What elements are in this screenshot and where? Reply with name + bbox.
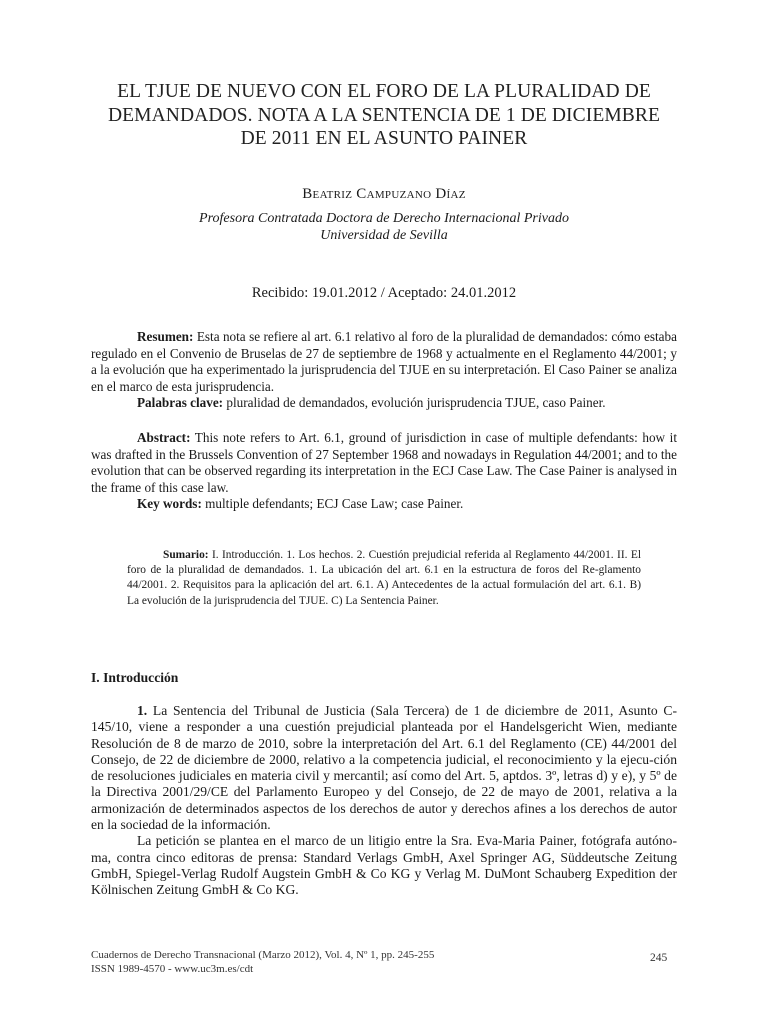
author-affiliation — [0, 210, 768, 244]
abstract-paragraph — [91, 430, 677, 496]
author-position: Profesora Contratada Doctora de Derecho Internacional Privado — [199, 211, 569, 226]
footer-citation — [91, 948, 434, 976]
abstract-label: Abstract: — [137, 430, 191, 445]
abstract-text: This note refers to Art. 6.1, ground of jurisdiction in case of multiple defendants: how it was drafted in the Brussels Convention of 27 September 1968 and nowadays in Regulation 44/2001; and to the evolution that can be observed regarding its interpretation in the ECJ Case Law. The Case Painer is analysed in the frame of this case law. — [91, 430, 677, 495]
sumario-block — [127, 548, 641, 609]
paragraph-number: 1. — [137, 703, 148, 718]
resumen-text: Esta nota se refiere al art. 6.1 relativo al foro de la pluralidad de demandados: cómo estaba regulado en el Convenio de Bruselas de 27 de septiembre de 1968 y actualmente en el Reglamento 44/2001; y a la evolución que ha experimentado la jurisprudencia del TJUE en su interpretación. El Caso Painer se analiza en el marco de esta jurisprudencia. — [91, 329, 677, 394]
section-heading: I. Introducción — [91, 670, 179, 685]
key-words-paragraph — [91, 496, 677, 513]
sumario-text: I. Introducción. 1. Los hechos. 2. Cuestión prejudicial referida al Reglamento 44/2001. II. El foro de la pluralidad de demandados. 1. La ubicación del art. 6.1 en la estructura de foros del Re-glamento 44/2001. 2. Requisitos para la aplicación del art. 6.1. A) Antecedentes de la actual formulación del art. 6.1. B) La evolución de la jurisprudencia del TJUE. C) La Sentencia Painer. — [127, 549, 641, 607]
palabras-clave-paragraph — [91, 395, 677, 412]
title-line-2: DEMANDADOS. NOTA A LA SENTENCIA DE 1 DE DICIEMBRE — [107, 104, 661, 126]
palabras-clave-text: pluralidad de demandados, evolución jurisprudencia TJUE, caso Painer. — [223, 395, 606, 411]
paper-title — [60, 80, 708, 151]
title-line-3: DE 2011 EN EL ASUNTO PAINER — [240, 128, 528, 149]
resumen-block — [91, 329, 677, 412]
body-paragraph-1 — [91, 703, 677, 833]
abstract-block — [91, 430, 677, 513]
body-paragraph-2: La petición se plantea en el marco de un litigio entre la Sra. Eva-Maria Painer, fotógrafa autóno-ma, contra cinco editoras de prensa: Standard Verlags GmbH, Axel Springer AG, Süddeutsche Zeitung GmbH, Spiegel-Verlag Rudolf Augstein GmbH & Co KG y Verlag M. DuMont Schauberg Expedition der Kölnischen Zeitung GmbH & Co KG. — [91, 833, 677, 898]
title-line-1: EL TJUE DE NUEVO CON EL FORO DE LA PLURALIDAD DE — [117, 81, 651, 102]
author-institution: Universidad de Sevilla — [320, 228, 448, 243]
received-accepted-dates: Recibido: 19.01.2012 / Aceptado: 24.01.2012 — [251, 285, 517, 301]
palabras-clave-label: Palabras clave: — [137, 395, 224, 411]
key-words-label: Key words: — [137, 496, 202, 512]
footer-journal: Cuadernos de Derecho Transnacional (Marzo 2012), Vol. 4, Nº 1, pp. 245-255 — [91, 949, 435, 961]
author-name: Beatriz Campuzano Díaz — [302, 186, 466, 202]
resumen-paragraph — [91, 329, 677, 395]
page-number: 245 — [650, 952, 668, 964]
sumario-label: Sumario: — [163, 549, 209, 561]
paragraph-1-text: La Sentencia del Tribunal de Justicia (Sala Tercera) de 1 de diciembre de 2011, Asunto C-145/10, viene a responder a una cuestión prejudicial planteada por el Handelsgericht Wien, mediante Resolución de 8 de marzo de 2010, sobre la interpretación del Art. 6.1 del Reglamento (CE) 44/2001 del Consejo, de 22 de diciembre de 2000, relativo a la competencia judicial, el reconocimiento y la ejecu-ción de resoluciones judiciales en materia civil y mercantil; así como del Art. 5, aptdos. 3º, letras d) y e), y 5º de la Directiva 2001/29/CE del Parlamento Europeo y del Consejo, de 22 de mayo de 2001, relativa a la armonización de determinados aspectos de los derechos de autor y derechos afines a los derechos de autor en la sociedad de la información. — [91, 703, 677, 833]
footer-issn: ISSN 1989-4570 - www.uc3m.es/cdt — [91, 963, 254, 975]
resumen-label: Resumen: — [137, 329, 194, 344]
key-words-text: multiple defendants; ECJ Case Law; case Painer. — [201, 496, 464, 512]
section-body — [91, 703, 677, 899]
